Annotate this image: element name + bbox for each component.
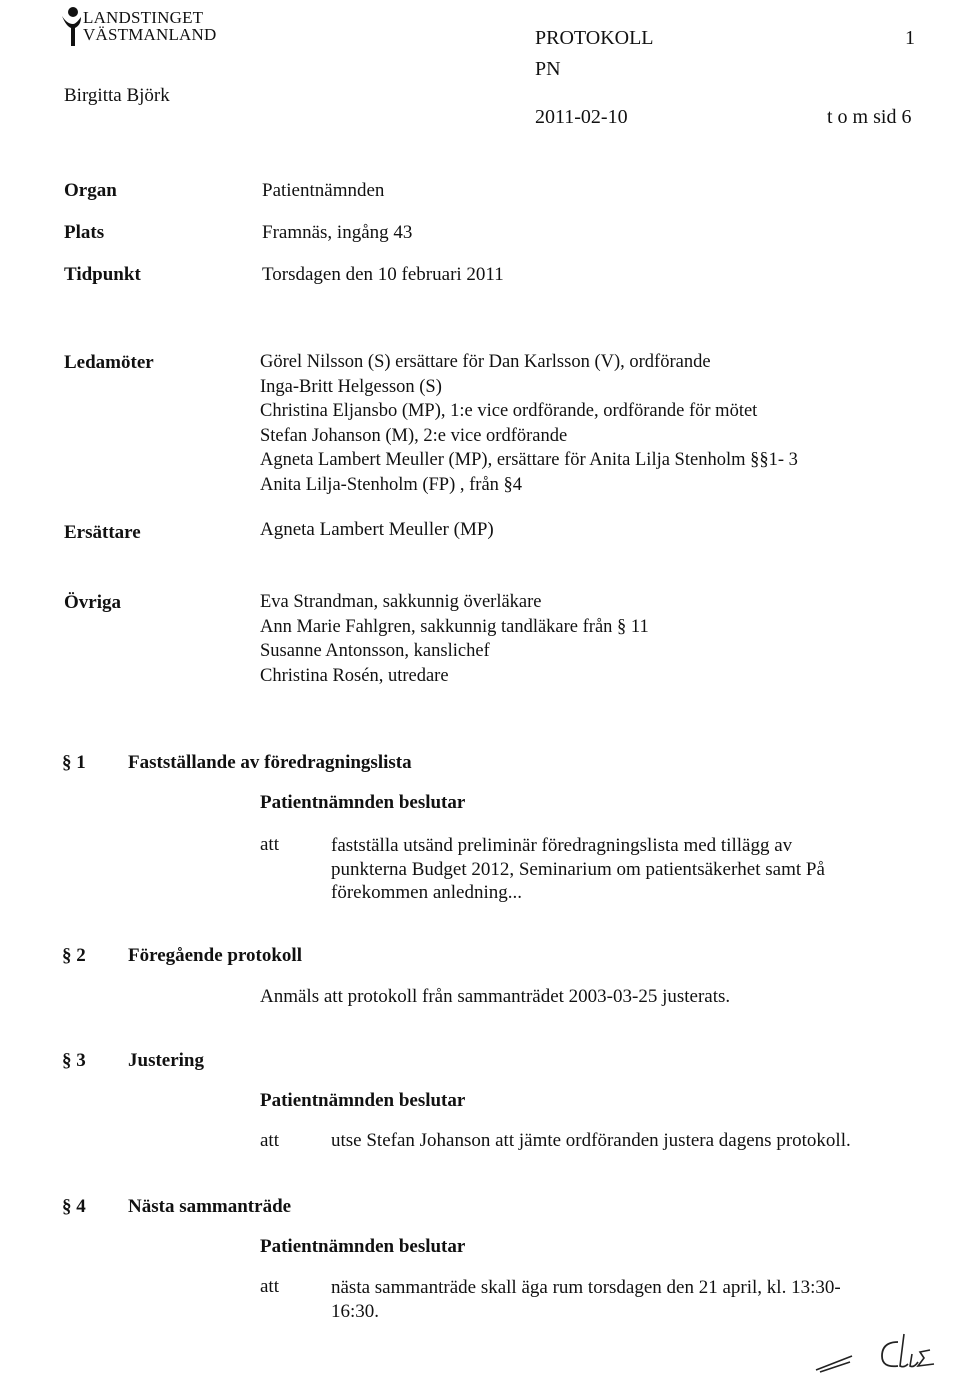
- other-item: Eva Strandman, sakkunnig överläkare: [260, 592, 542, 612]
- tidpunkt-label: Tidpunkt: [64, 264, 141, 285]
- section-4-att: att: [260, 1276, 279, 1297]
- logo-line-1: LANDSTINGET: [83, 8, 204, 27]
- section-4-decision-heading: Patientnämnden beslutar: [260, 1236, 466, 1257]
- member-item: Agneta Lambert Meuller (MP), ersättare för Anita Lilja Stenholm §§1- 3: [260, 450, 798, 470]
- section-3-att: att: [260, 1130, 279, 1151]
- county-logo-icon: [60, 6, 82, 46]
- section-1-decision-text: [331, 834, 825, 905]
- decision-line: 16:30.: [331, 1301, 380, 1322]
- section-1-number: § 1: [62, 752, 86, 773]
- section-3-decision-text: utse Stefan Johanson att jämte ordföranden justera dagens protokoll.: [331, 1130, 851, 1151]
- ersattare-label: Ersättare: [64, 522, 141, 543]
- doc-date: 2011-02-10: [535, 106, 628, 128]
- member-item: Stefan Johanson (M), 2:e vice ordförande: [260, 425, 568, 446]
- organ-label: Organ: [64, 180, 117, 201]
- unit-code: PN: [535, 58, 561, 80]
- member-item: Christina Eljansbo (MP), 1:e vice ordförande, ordförande för mötet: [260, 401, 758, 421]
- member-item: Inga-Britt Helgesson (S): [260, 376, 442, 397]
- members-list: [260, 350, 798, 497]
- doc-type: PROTOKOLL: [535, 27, 654, 49]
- other-item: Susanne Antonsson, kanslichef: [260, 641, 490, 661]
- decision-line: punkterna Budget 2012, Seminarium om patientsäkerhet samt På: [331, 858, 825, 880]
- page-number: 1: [905, 27, 915, 49]
- section-1-title: Fastställande av föredragningslista: [128, 752, 412, 773]
- section-3-decision-heading: Patientnämnden beslutar: [260, 1090, 466, 1111]
- tidpunkt-value: Torsdagen den 10 februari 2011: [262, 264, 504, 285]
- other-item: Ann Marie Fahlgren, sakkunnig tandläkare från § 11: [260, 616, 649, 637]
- section-3-number: § 3: [62, 1050, 86, 1071]
- other-item: Christina Rosén, utredare: [260, 665, 449, 686]
- section-2-title: Föregående protokoll: [128, 945, 302, 966]
- section-2-text: Anmäls att protokoll från sammanträdet 2003-03-25 justerats.: [260, 986, 731, 1007]
- decision-line: förekommen anledning...: [331, 882, 523, 903]
- plats-label: Plats: [64, 222, 105, 243]
- logo-text: [83, 9, 216, 43]
- member-item: Anita Lilja-Stenholm (FP) , från §4: [260, 474, 523, 495]
- decision-line: nästa sammanträde skall äga rum torsdagen den 21 april, kl. 13:30-: [331, 1277, 841, 1298]
- section-4-title: Nästa sammanträde: [128, 1196, 292, 1217]
- section-3-title: Justering: [128, 1050, 204, 1071]
- ovriga-label: Övriga: [64, 592, 121, 613]
- member-item: Görel Nilsson (S) ersättare för Dan Karlsson (V), ordförande: [260, 352, 711, 372]
- logo-line-2: VÄSTMANLAND: [83, 25, 217, 44]
- section-2-number: § 2: [62, 945, 86, 966]
- author-name: Birgitta Björk: [64, 85, 170, 106]
- plats-value: Framnäs, ingång 43: [262, 222, 413, 243]
- section-1-decision-heading: Patientnämnden beslutar: [260, 792, 466, 813]
- others-list: [260, 590, 649, 688]
- page-range: t o m sid 6: [827, 106, 912, 128]
- ersattare-value: Agneta Lambert Meuller (MP): [260, 519, 494, 540]
- signature-initials: [812, 1326, 960, 1378]
- decision-line: fastställa utsänd preliminär föredragningslista med tillägg av: [331, 835, 793, 856]
- ledamoter-label: Ledamöter: [64, 352, 154, 373]
- section-4-decision-text: [331, 1276, 841, 1324]
- section-1-att: att: [260, 834, 279, 855]
- organ-value: Patientnämnden: [262, 180, 385, 201]
- section-4-number: § 4: [62, 1196, 86, 1217]
